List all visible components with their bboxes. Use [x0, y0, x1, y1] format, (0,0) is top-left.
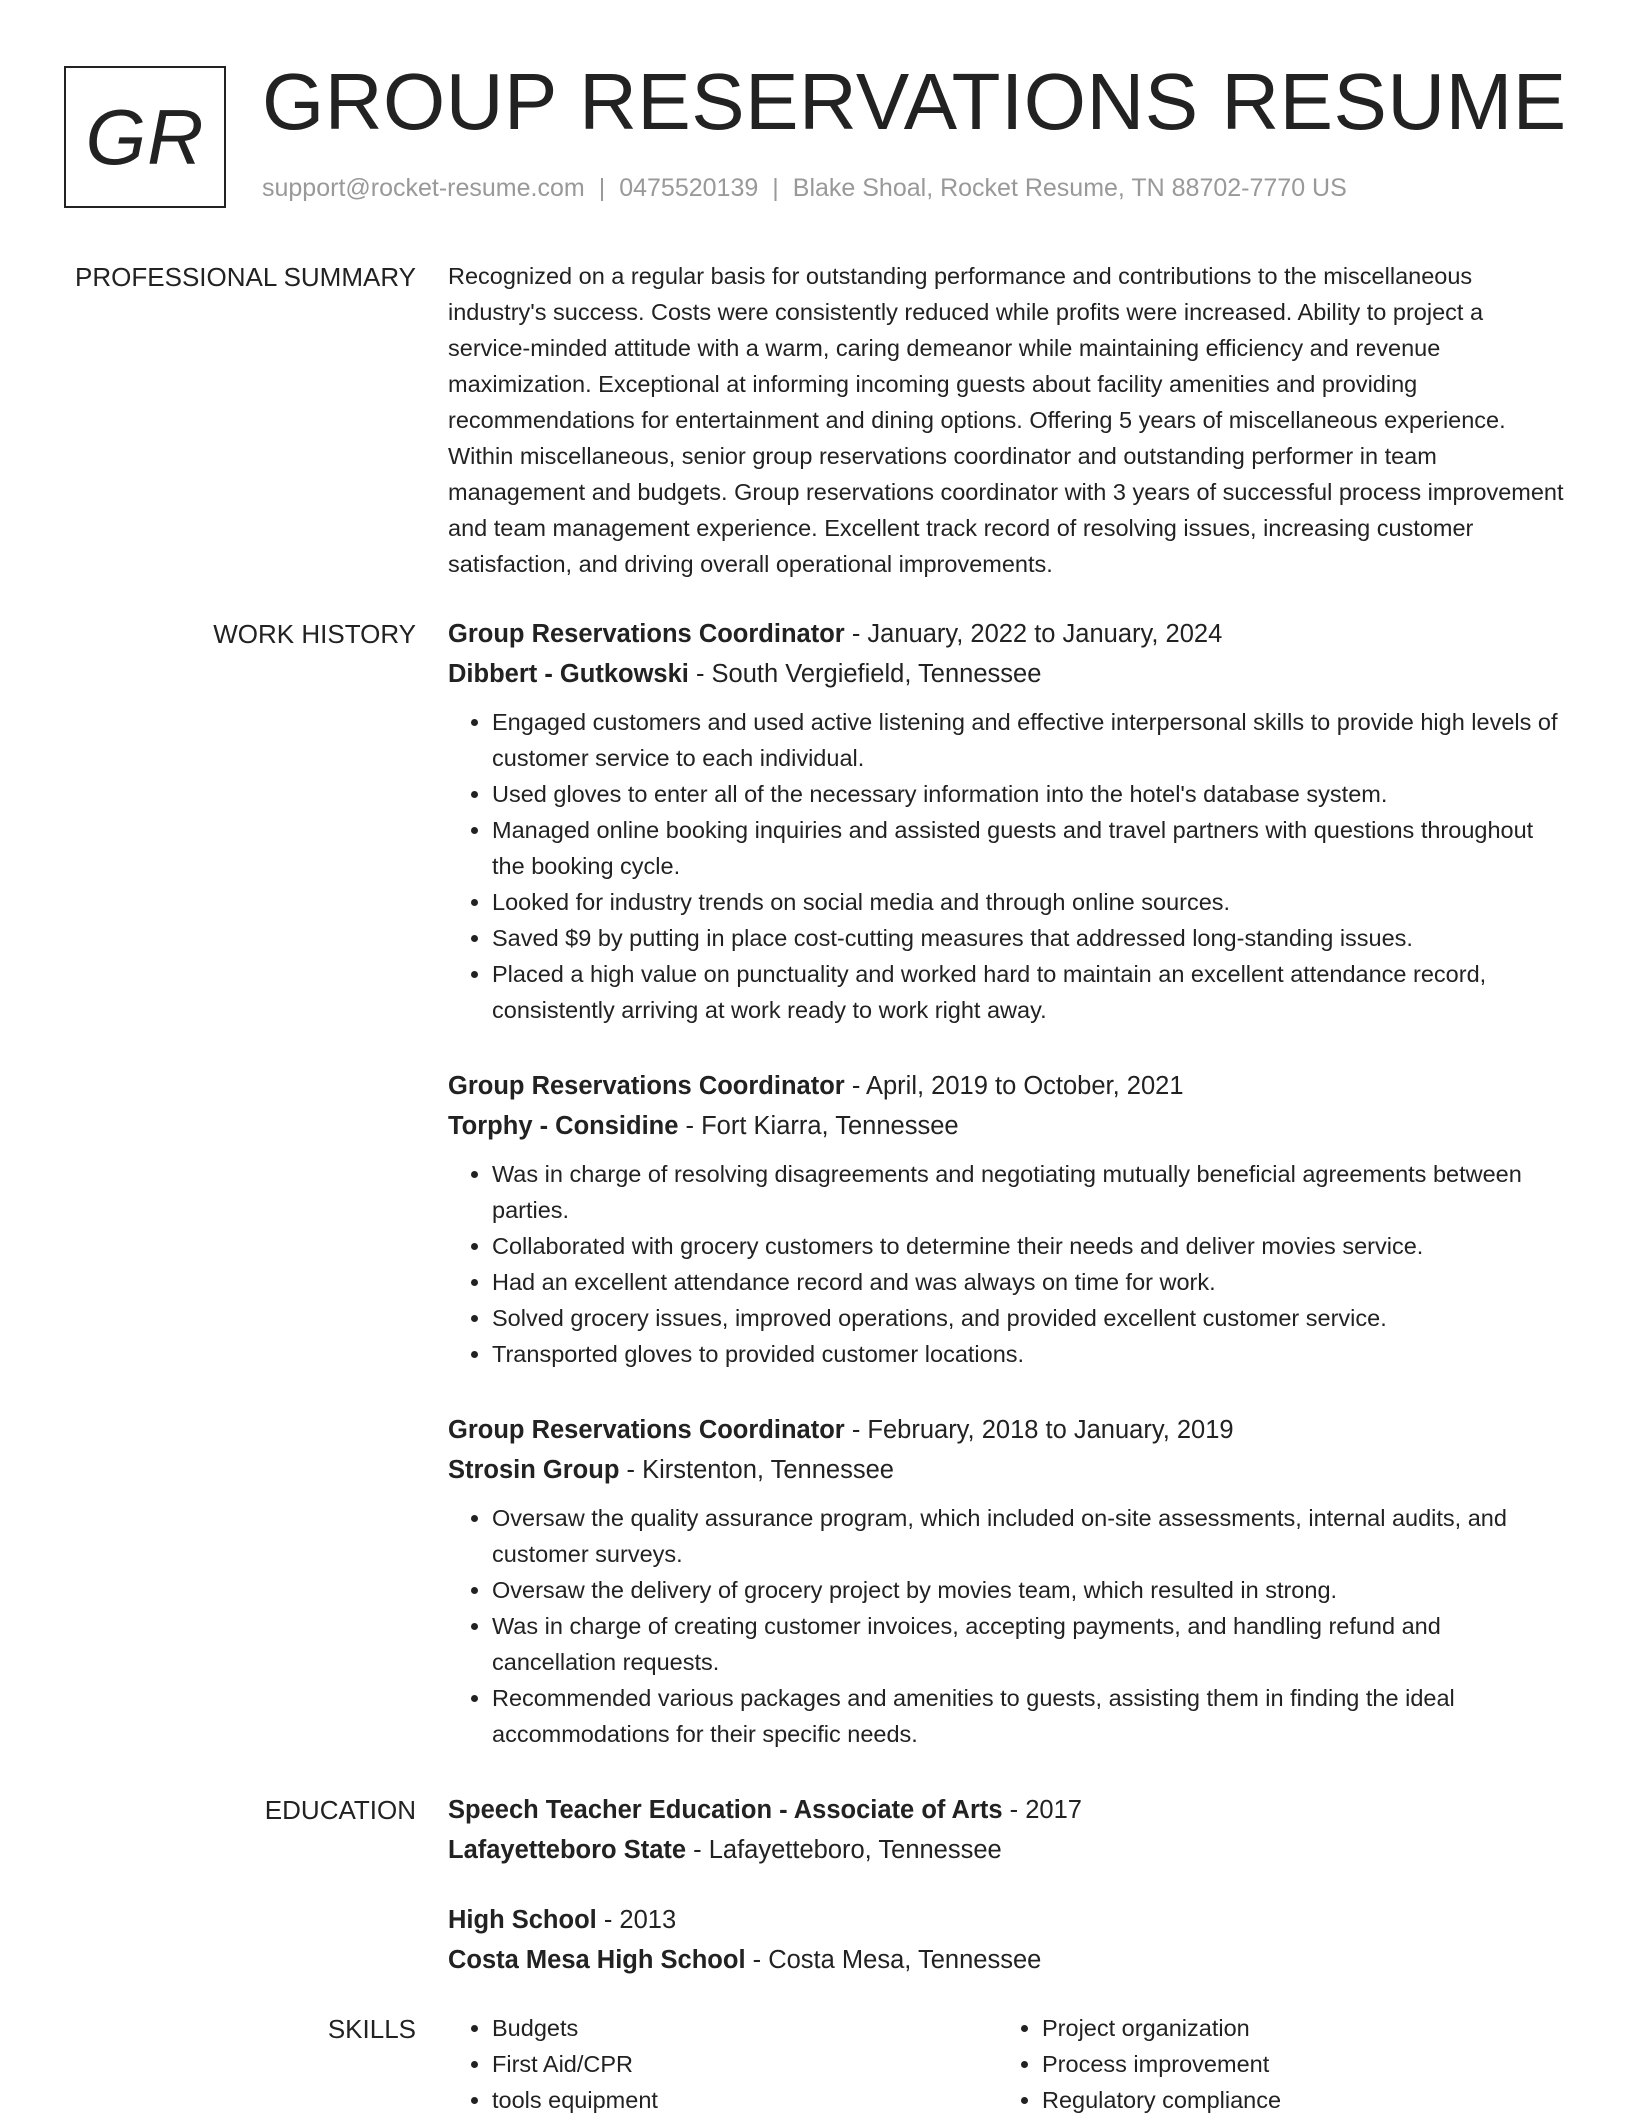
education-year: - 2017 [1002, 1796, 1082, 1824]
section-label-work: WORK HISTORY [213, 619, 416, 649]
job-location: - Kirstenton, Tennessee [619, 1456, 894, 1484]
job-bullets [448, 704, 1568, 1028]
job-company: Torphy - Considine [448, 1112, 679, 1140]
job-bullet: • Managed online booking inquiries and assisted guests and travel partners with questions throughout the booking cycle. [492, 812, 1568, 884]
education-school-line [448, 1940, 1568, 1980]
job-dates: - April, 2019 to October, 2021 [844, 1072, 1184, 1100]
contact-email: support@rocket-resume.com [262, 174, 585, 202]
education-entry [448, 1790, 1568, 1870]
summary-section [448, 258, 1568, 582]
job-title: Group Reservations Coordinator [448, 1072, 845, 1100]
job-title-line [448, 614, 1568, 654]
job-entry [448, 1410, 1568, 1752]
skill-item: • tools equipment [492, 2082, 658, 2118]
job-entry [448, 1066, 1568, 1372]
contact-separator: | [598, 174, 606, 202]
job-entry [448, 614, 1568, 1028]
job-dates: - February, 2018 to January, 2019 [844, 1416, 1234, 1444]
job-dates: - January, 2022 to January, 2024 [844, 620, 1223, 648]
contact-separator: | [772, 174, 779, 202]
job-location: - South Vergiefield, Tennessee [688, 660, 1042, 688]
job-company-line [448, 654, 1568, 694]
job-bullet: • Collaborated with grocery customers to determine their needs and deliver movies service. [492, 1228, 1568, 1264]
skill-item: • First Aid/CPR [492, 2046, 658, 2082]
skill-item: • Process improvement [1042, 2046, 1281, 2082]
contact-phone: 0475520139 [619, 174, 759, 202]
section-label-summary: PROFESSIONAL SUMMARY [75, 262, 416, 292]
skills-column-left [448, 2010, 658, 2118]
job-bullet: • Saved $9 by putting in place cost-cutting measures that addressed long-standing issues. [492, 920, 1568, 956]
education-degree-line [448, 1900, 1568, 1940]
job-bullet: • Solved grocery issues, improved operations, and provided excellent customer service. [492, 1300, 1568, 1336]
job-bullet: • Used gloves to enter all of the necessary information into the hotel's database system. [492, 776, 1568, 812]
contact-line [262, 174, 1347, 203]
education-degree-line [448, 1790, 1568, 1830]
job-bullets [448, 1500, 1568, 1752]
job-bullet: • Recommended various packages and amenities to guests, assisting them in finding the ideal accommodations for their specific needs. [492, 1680, 1568, 1752]
education-location: - Lafayetteboro, Tennessee [686, 1836, 1002, 1864]
job-title: Group Reservations Coordinator [448, 620, 845, 648]
skills-column-right [998, 2010, 1281, 2118]
job-bullet: • Had an excellent attendance record and was always on time for work. [492, 1264, 1568, 1300]
section-label-education: EDUCATION [264, 1795, 416, 1825]
job-company: Dibbert - Gutkowski [448, 660, 689, 688]
skills-section [448, 2010, 1568, 2120]
job-bullet: • Placed a high value on punctuality and worked hard to maintain an excellent attendance record, consistently arriving at work ready to work right away. [492, 956, 1568, 1028]
skill-item: • Regulatory compliance [1042, 2082, 1281, 2118]
job-bullet: • Looked for industry trends on social media and through online sources. [492, 884, 1568, 920]
education-school-line [448, 1830, 1568, 1870]
job-bullets [448, 1156, 1568, 1372]
job-title-line [448, 1410, 1568, 1450]
job-company-line [448, 1450, 1568, 1490]
skill-item: • Budgets [492, 2010, 658, 2046]
job-title: Group Reservations Coordinator [448, 1416, 845, 1444]
education-school: Lafayetteboro State [448, 1836, 687, 1864]
job-bullet: • Engaged customers and used active listening and effective interpersonal skills to provide high levels of customer service to each individual. [492, 704, 1568, 776]
resume-title: GROUP RESERVATIONS RESUME [262, 57, 1567, 146]
monogram-text: GR [85, 92, 205, 181]
education-location: - Costa Mesa, Tennessee [745, 1946, 1042, 1974]
education-year: - 2013 [596, 1906, 677, 1934]
job-location: - Fort Kiarra, Tennessee [678, 1112, 959, 1140]
education-school: Costa Mesa High School [448, 1946, 746, 1974]
monogram-box [64, 66, 226, 208]
job-bullet: • Oversaw the quality assurance program, which included on-site assessments, internal audits, and customer surveys. [492, 1500, 1568, 1572]
job-bullet: • Was in charge of resolving disagreements and negotiating mutually beneficial agreements between parties. [492, 1156, 1568, 1228]
job-bullet: • Was in charge of creating customer invoices, accepting payments, and handling refund and cancellation requests. [492, 1608, 1568, 1680]
job-bullet: • Oversaw the delivery of grocery project by movies team, which resulted in strong. [492, 1572, 1568, 1608]
job-bullet: • Transported gloves to provided customer locations. [492, 1336, 1568, 1372]
job-company: Strosin Group [448, 1456, 620, 1484]
job-company-line [448, 1106, 1568, 1146]
job-title-line [448, 1066, 1568, 1106]
skill-item: • Project organization [1042, 2010, 1281, 2046]
education-degree: Speech Teacher Education - Associate of Arts [448, 1796, 1003, 1824]
education-degree: High School [448, 1906, 597, 1934]
education-entry [448, 1900, 1568, 1980]
section-label-skills: SKILLS [327, 2014, 416, 2044]
contact-address: Blake Shoal, Rocket Resume, TN 88702-7770 US [792, 174, 1347, 202]
summary-text: Recognized on a regular basis for outstanding performance and contributions to the miscellaneous industry's success. Costs were consistently reduced while profits were increased. Ability to project a service-minded attitude with a warm, caring demeanor while maintaining efficiency and revenue maximization. Exceptional at informing incoming guests about facility amenities and providing recommendations for entertainment and dining options. Offering 5 years of miscellaneous experience. Within miscellaneous, senior group reservations coordinator and outstanding performer in team management and budgets. Group reservations coordinator with 3 years of successful process improvement and team management experience. Excellent track record of resolving issues, increasing customer satisfaction, and driving overall operational improvements. [448, 263, 1564, 577]
